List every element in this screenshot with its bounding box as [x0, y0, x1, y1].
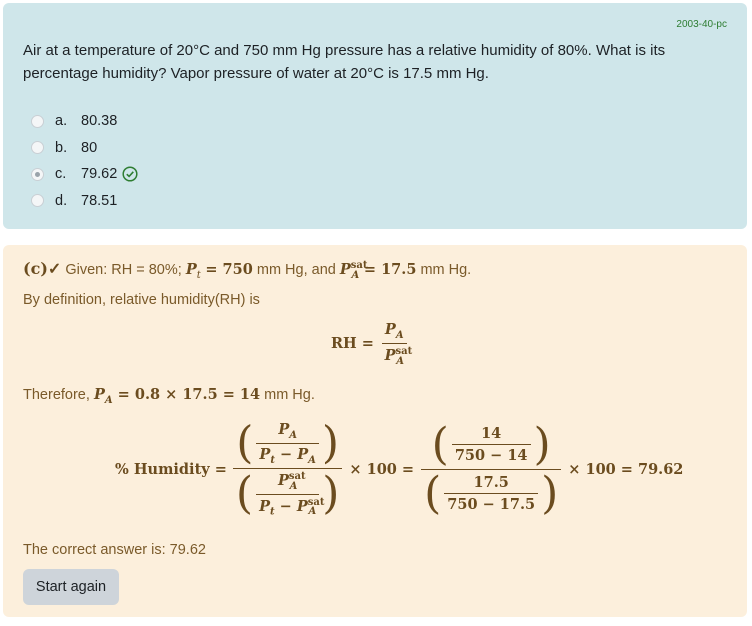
pt-value: = 750	[205, 261, 253, 278]
therefore-line: Therefore, $P_A = 0.8 \times 17.5 = 14$ mm Hg.	[23, 386, 315, 406]
pt-unit: mm Hg, and	[256, 262, 336, 278]
radio-d[interactable]	[31, 194, 44, 207]
result: × 100 = 79.62	[568, 460, 684, 478]
correct-check-icon	[122, 166, 138, 182]
radio-a[interactable]	[31, 115, 44, 128]
option-c[interactable]	[31, 161, 138, 188]
answer-list	[31, 108, 138, 214]
radio-c[interactable]	[31, 168, 44, 181]
option-a[interactable]	[31, 108, 138, 135]
feedback-panel	[3, 245, 747, 617]
rh-formula: RH = $\frac{P_A}{P^{sat}_A}$	[331, 321, 413, 367]
question-text: Air at a temperature of 20°C and 750 mm Hg pressure has a relative humidity of 80%. What is its percentage humidity? Vapor pressure of water at 20°C is 17.5 mm Hg.	[23, 42, 666, 82]
psat-unit: mm Hg.	[420, 262, 472, 278]
option-value: 78.51	[81, 192, 118, 209]
pa-unit: mm Hg.	[264, 387, 315, 403]
question-panel	[3, 3, 747, 229]
option-b[interactable]	[31, 135, 138, 162]
option-letter: d.	[55, 192, 68, 209]
option-letter: b.	[55, 139, 68, 156]
option-letter: a.	[55, 113, 68, 130]
correct-answer-text: The correct answer is: 79.62	[23, 542, 206, 558]
answer-tag: (c)	[23, 259, 48, 278]
radio-b[interactable]	[31, 141, 44, 154]
option-value: 80.38	[81, 113, 118, 130]
option-value: 80	[81, 139, 98, 156]
definition-text: By definition, relative humidity(RH) is	[23, 292, 260, 308]
given-line: (c)✓ Given: RH = 80%; $P_t = 750$ mm Hg, and $P^{sat}_A = 17.5$ mm Hg.	[23, 259, 472, 281]
humidity-formula: % Humidity = ( $\frac{P_A}{P_t - P_A}$ ) ( $\frac{P^{sat}_A}{P_t - P^{sat}_A}$ ) × 100 = ( $\frac{14}{750 - 14}$ ) ( $\frac{17.5}{750 - 17.5}$ ) × 100 = 79.62	[115, 417, 684, 519]
option-value: 79.62	[81, 166, 118, 183]
psat-value: = 17.5	[363, 261, 417, 278]
option-letter: c.	[55, 166, 67, 183]
start-again-button[interactable]: Start again	[23, 569, 119, 605]
given-prefix: Given: RH = 80%;	[65, 262, 182, 278]
times-100: × 100 =	[349, 460, 415, 478]
humidity-label: % Humidity =	[115, 460, 227, 478]
frac-num-2: 17.5	[473, 474, 509, 492]
frac-den-2: 750 − 17.5	[444, 493, 538, 513]
question-code: 2003-40-pc	[676, 19, 727, 30]
check-icon: ✓	[47, 259, 62, 278]
rh-label: RH =	[331, 334, 374, 352]
pa-calc: = 0.8 × 17.5 = 14	[117, 386, 261, 403]
option-d[interactable]	[31, 188, 138, 215]
frac-num: 14	[481, 425, 502, 443]
therefore-prefix: Therefore,	[23, 387, 90, 403]
frac-den: 750 − 14	[452, 444, 531, 464]
